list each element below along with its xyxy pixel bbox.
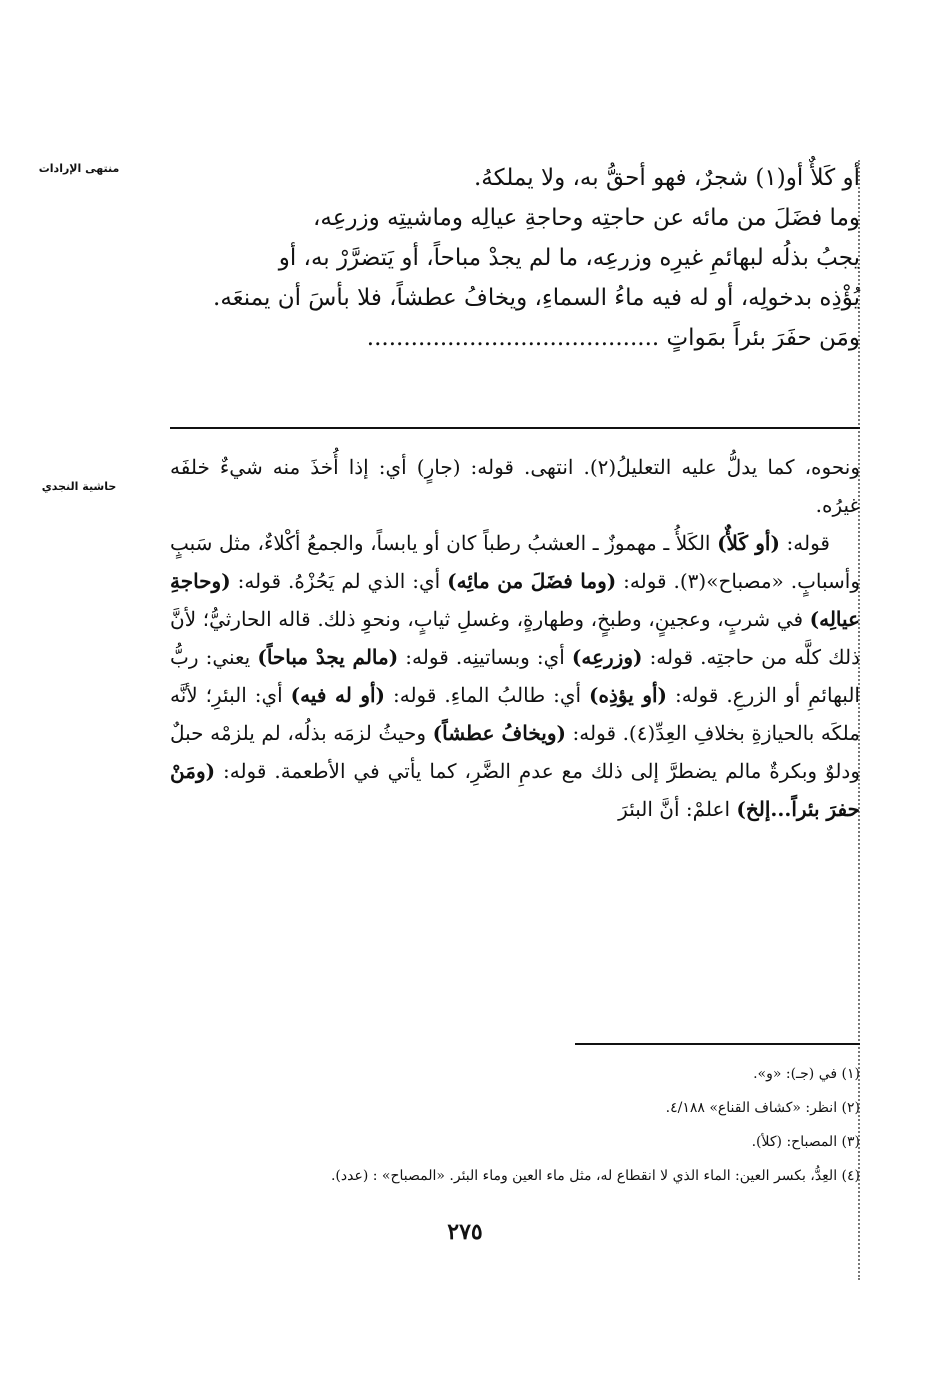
margin-label-source: منتهى الإرادات	[38, 162, 120, 175]
commentary-segment: وحيثُ لزمَه بذلُه، لم يلزمْه حبلٌ ودلوٌ وبكرةٌ مالم يضطرَّ إلى ذلك مع عدمِ الضَّرِ، كما يأتي في الأطعمة. قوله:	[170, 721, 860, 783]
commentary-segment: أي: طالبُ الماءِ. قوله:	[385, 683, 590, 707]
commentary-text	[170, 448, 860, 828]
quoted-term: (أو كَلأٌ)	[717, 531, 780, 555]
footnote: (٢) انظر: «كشاف القناع» ٤/١٨٨.	[665, 1100, 860, 1116]
commentary-segment: الكَلأُ ـ مهموزٌ ـ العشبُ رطباً كان أو يابساً، والجمعُ أكْلاءٌ، مثل سَببٍ وأسبابٍ. «مصباح»(٣). قوله:	[170, 531, 860, 593]
quoted-term: (وحاجةِ عيالِه)	[170, 569, 860, 631]
footnote: (٤) العِدُّ، بكسر العين: الماء الذي لا انقطاع له، مثل ماء العين وماء البئر. «المصباح» : (عدد).	[330, 1168, 860, 1184]
page-number: ٢٧٥	[447, 1219, 483, 1245]
main-text	[170, 158, 860, 358]
section-divider	[170, 427, 860, 429]
commentary-segment: أي: الذي لم يَحُزْهُ. قوله:	[230, 569, 448, 593]
main-text-line: يُؤْذِه بدخولِه، أو له فيه ماءُ السماءِ، ويخافُ عطشاً، فلا بأسَ أن يمنعَه.	[213, 285, 860, 311]
commentary-paragraph	[170, 524, 860, 828]
footnotes	[170, 1057, 860, 1193]
main-text-line	[170, 318, 860, 358]
commentary-segment: قوله:	[779, 531, 830, 555]
footnote: (١) في (جـ): «و».	[753, 1066, 860, 1082]
quoted-term: (وما فضَلَ من مائِه)	[447, 569, 617, 593]
main-text-line: أو كَلأٌ أو(١) شجرٌ، فهو أحقُّ به، ولا يملكهُ.	[474, 165, 860, 191]
quoted-term: (ويخافُ عطشاً)	[432, 721, 566, 745]
commentary-segment: أي: البئرِ؛ لأنَّه ملكَه بالحيازةِ بخلافِ العِدِّ(٤). قوله:	[170, 683, 860, 745]
commentary-segment: في شربٍ، وعجينٍ، وطبخٍ، وطهارةٍ، وغسلِ ثيابٍ، ونحوِ ذلك. قاله الحارثيُّ؛ لأنَّ ذلك كلَّه من حاجتِه. قوله:	[170, 607, 861, 669]
main-text-line: وما فضَلَ من مائه عن حاجتِه وحاجةِ عيالِه وماشيتِه وزرعِه،	[312, 205, 860, 231]
footnote-divider	[575, 1043, 860, 1045]
main-text-segment: ومَن حفَرَ بئراً بمَواتٍ	[666, 325, 860, 351]
quoted-term: (مالم يجدْ مباحاً)	[257, 645, 399, 669]
commentary-segment: اعلمْ: أنَّ البئرَ	[618, 797, 737, 821]
commentary-paragraph: ونحوه، كما يدلُّ عليه التعليلُ(٢). انتهى. قوله: (جارٍ) أي: إذا أُخذَ منه شيءٌ خلفَه غيرُه.	[170, 455, 860, 517]
main-text-line: يجبُ بذلُه لبهائمِ غيرِه وزرعِه، ما لم يجدْ مباحاً، أو يَتضرَّرْ به، أو	[278, 245, 860, 271]
commentary-segment: يعني: ربُّ البهائمِ أو الزرعِ. قوله:	[170, 645, 860, 707]
continuation-dots: ........................................	[366, 325, 660, 351]
commentary-segment: أي: وبساتينِه. قوله:	[398, 645, 572, 669]
quoted-term: (أو له فيه)	[290, 683, 386, 707]
margin-label-commentary: حاشية النجدي	[41, 480, 117, 493]
quoted-term: (ومَنْ حفرَ بئراً...إلخ)	[170, 759, 860, 821]
footnote: (٣) المصباح: (كلأ).	[751, 1134, 860, 1150]
quoted-term: (وزرعِه)	[571, 645, 643, 669]
quoted-term: (أو يؤذِه)	[589, 683, 667, 707]
